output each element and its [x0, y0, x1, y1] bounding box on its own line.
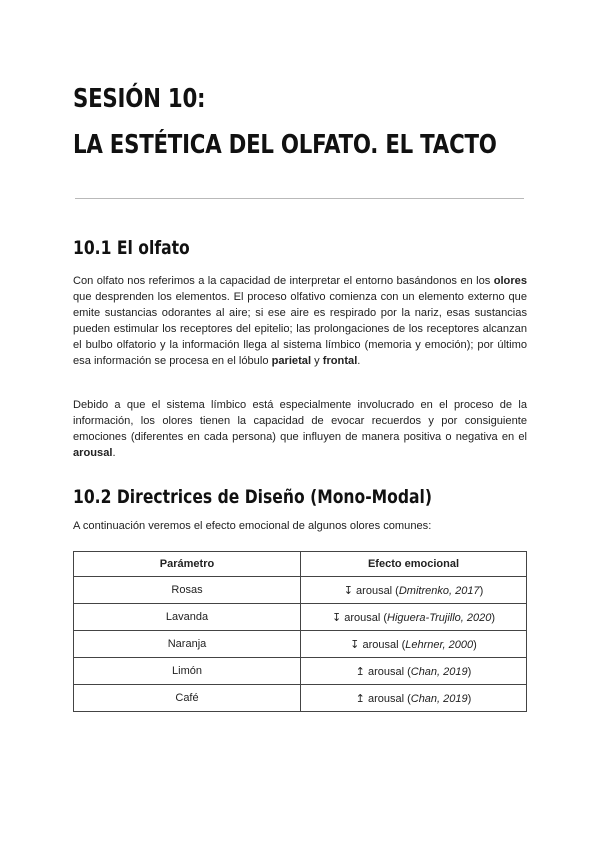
arrow-down-icon: ↧: [350, 638, 360, 651]
page-title-line-1: SESIÓN 10:: [73, 84, 206, 114]
effect-cell: [301, 577, 527, 604]
column-header-efecto: Efecto emocional: [301, 552, 527, 577]
table-row: [74, 685, 527, 712]
effect-cell: [301, 685, 527, 712]
effect-close: ): [473, 638, 477, 651]
param-cell: Rosas: [74, 577, 301, 604]
citation: Chan, 2019: [410, 665, 468, 678]
page-title-line-2: LA ESTÉTICA DEL OLFATO. EL TACTO: [73, 130, 497, 160]
section-heading-directrices: 10.2 Directrices de Diseño (Mono-Modal): [73, 486, 433, 508]
bold-term-frontal: frontal: [322, 355, 358, 367]
text-run: Con olfato nos referimos a la capacidad de interpretar el entorno basándonos en los: [73, 275, 494, 287]
citation: Higuera-Trujillo, 2020: [387, 611, 492, 624]
arrow-up-icon: ↥: [355, 692, 365, 705]
citation: Dmitrenko, 2017: [398, 584, 480, 597]
effect-text: arousal (: [362, 638, 406, 651]
effect-close: ): [491, 611, 496, 624]
paragraph-limbic-system: [73, 397, 527, 461]
title-divider: [75, 198, 524, 199]
table-row: [74, 577, 527, 604]
arrow-up-icon: ↥: [355, 665, 365, 678]
param-cell: Café: [74, 685, 301, 712]
text-run: que desprenden los elementos. El proceso olfativo comienza con un elemento externo que emite sustancias odorantes al aire; si ese aire es respirado por la nariz, esas sustancias pueden estimular los receptores del epitelio; las prolongaciones de los receptores alcanzan el bulbo olfatorio y la información llega al sistema límbico (memoria y emoción); por último esa información se procesa en el lóbulo: [73, 291, 527, 367]
arrow-down-icon: ↧: [331, 611, 342, 624]
param-cell: Lavanda: [74, 604, 301, 631]
citation: Chan, 2019: [410, 692, 468, 705]
effect-text: arousal (: [356, 584, 399, 597]
effect-cell: [301, 631, 527, 658]
text-run: Debido a que el sistema límbico está especialmente involucrado en el proceso de la información, los olores tienen la capacidad de evocar recuerdos y por consiguiente emociones (diferentes en cada persona) que influyen de manera positiva o negativa en el: [73, 399, 527, 443]
effect-close: ): [467, 692, 472, 705]
text-run: .: [357, 355, 361, 367]
table-intro-text: A continuación veremos el efecto emocional de algunos olores comunes:: [73, 520, 432, 532]
paragraph-olfato-definition: [73, 273, 527, 369]
param-cell: Naranja: [74, 631, 301, 658]
section-heading-olfato: 10.1 El olfato: [73, 237, 190, 259]
bold-term-olores: olores: [493, 275, 527, 287]
effect-text: arousal (: [367, 665, 411, 678]
effect-text: arousal (: [344, 611, 388, 624]
effect-text: arousal (: [367, 692, 411, 705]
bold-term-parietal: parietal: [271, 355, 312, 367]
effect-close: ): [467, 665, 472, 678]
text-run: y: [311, 355, 323, 367]
text-run: .: [112, 447, 116, 459]
effect-cell: [301, 658, 527, 685]
param-cell: Limón: [74, 658, 301, 685]
column-header-parametro: Parámetro: [74, 552, 301, 577]
arrow-down-icon: ↧: [343, 584, 353, 597]
table-row: [74, 658, 527, 685]
effect-close: ): [479, 584, 484, 597]
bold-term-arousal: arousal: [73, 447, 113, 459]
effect-cell: [301, 604, 527, 631]
citation: Lehrner, 2000: [405, 638, 474, 651]
table-header-row: [74, 552, 527, 577]
emotional-effect-table: [73, 551, 527, 712]
table-row: [74, 604, 527, 631]
table-row: [74, 631, 527, 658]
